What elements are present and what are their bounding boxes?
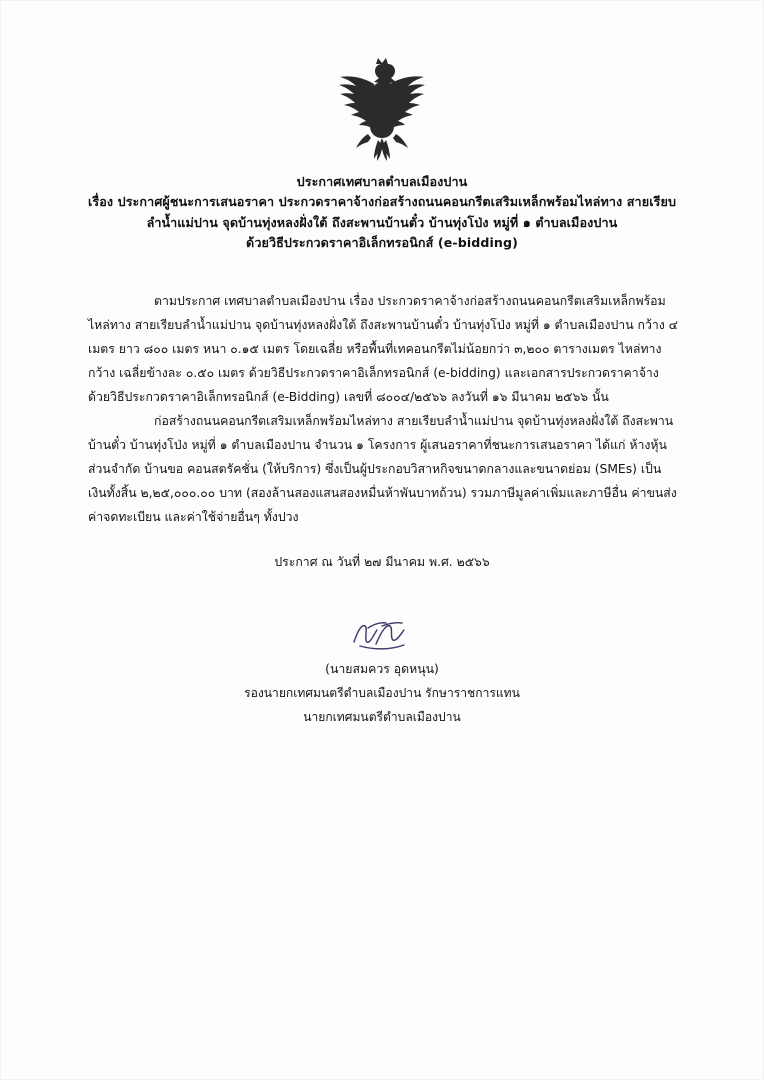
signer-role-line-2: นายกเทศมนตรีตำบลเมืองปาน <box>303 709 461 724</box>
body-paragraph-1 <box>88 290 678 410</box>
document-heading <box>60 172 704 254</box>
body-paragraph-2 <box>88 410 678 530</box>
heading-line-1: ประกาศเทศบาลตำบลเมืองปาน <box>296 174 468 189</box>
heading-line-4: ด้วยวิธีประกวดราคาอิเล็กทรอนิกส์ (e-bidding) <box>246 235 518 251</box>
garuda-emblem-icon <box>322 58 442 163</box>
signer-name: (นายสมควร อุดหนุน) <box>325 662 439 676</box>
body-paragraph-1-text: ตามประกาศ เทศบาลตำบลเมืองปาน เรื่อง ประกวดราคาจ้างก่อสร้างถนนคอนกรีตเสริมเหล็กพร้อมไหล่ทาง สายเรียบลำน้ำแม่ปาน จุดบ้านทุ่งหลงฝั่งใต้ ถึงสะพานบ้านตั๋ว บ้านทุ่งโป่ง หมู่ที่ ๑ ตำบลเมืองปาน กว้าง ๔ เมตร ยาว ๘๐๐ เมตร หนา ๐.๑๕ เมตร โดยเฉลี่ย หรือพื้นที่เทคอนกรีตไม่น้อยกว่า ๓,๒๐๐ ตารางเมตร ไหล่ทางกว้าง เฉลี่ยข้างละ ๐.๕๐ เมตร ด้วยวิธีประกวดราคาอิเล็กทรอนิกส์ (e-bidding) และเอกสารประกวดราคาจ้างด้วยวิธีประกวดราคาอิเล็กทรอนิกส์ (e-Bidding) เลขที่ ๘๐๐๔/๒๕๖๖ ลงวันที่ ๑๖ มีนาคม ๒๕๖๖ นั้น <box>88 294 678 404</box>
heading-line-2: เรื่อง ประกาศผู้ชนะการเสนอราคา ประกวดราคาจ้างก่อสร้างถนนคอนกรีตเสริมเหล็กพร้อมไหล่ทาง สายเรียบ <box>87 194 677 210</box>
emblem-container <box>0 58 764 167</box>
signer-role-line-1: รองนายกเทศมนตรีตำบลเมืองปาน รักษาราชการแทน <box>244 685 520 700</box>
handwritten-signature-icon <box>0 612 764 656</box>
announcement-date: ประกาศ ณ วันที่ ๒๗ มีนาคม พ.ศ. ๒๕๖๖ <box>274 555 490 569</box>
signature-block <box>0 612 764 729</box>
document-body <box>88 290 678 530</box>
body-paragraph-2-text: ก่อสร้างถนนคอนกรีตเสริมเหล็กพร้อมไหล่ทาง สายเรียบลำน้ำแม่ปาน จุดบ้านทุ่งหลงฝั่งใต้ ถึงสะพานบ้านตั๋ว บ้านทุ่งโป่ง หมู่ที่ ๑ ตำบลเมืองปาน จำนวน ๑ โครงการ ผู้เสนอราคาที่ชนะการเสนอราคา ได้แก่ ห้างหุ้นส่วนจำกัด บ้านขอ คอนสตรัคชั่น (ให้บริการ) ซึ่งเป็นผู้ประกอบวิสาหกิจขนาดกลางและขนาดย่อม (SMEs) เป็นเงินทั้งสิ้น ๒,๒๕,๐๐๐.๐๐ บาท (สองล้านสองแสนสองหมื่นห้าพันบาทถ้วน) รวมภาษีมูลค่าเพิ่มและภาษีอื่น ค่าขนส่ง ค่าจดทะเบียน และค่าใช้จ่ายอื่นๆ ทั้งปวง <box>88 413 677 524</box>
heading-line-3: ลำน้ำแม่ปาน จุดบ้านทุ่งหลงฝั่งใต้ ถึงสะพานบ้านตั๋ว บ้านทุ่งโป่ง หมู่ที่ ๑ ตำบลเมืองปาน <box>146 214 618 230</box>
